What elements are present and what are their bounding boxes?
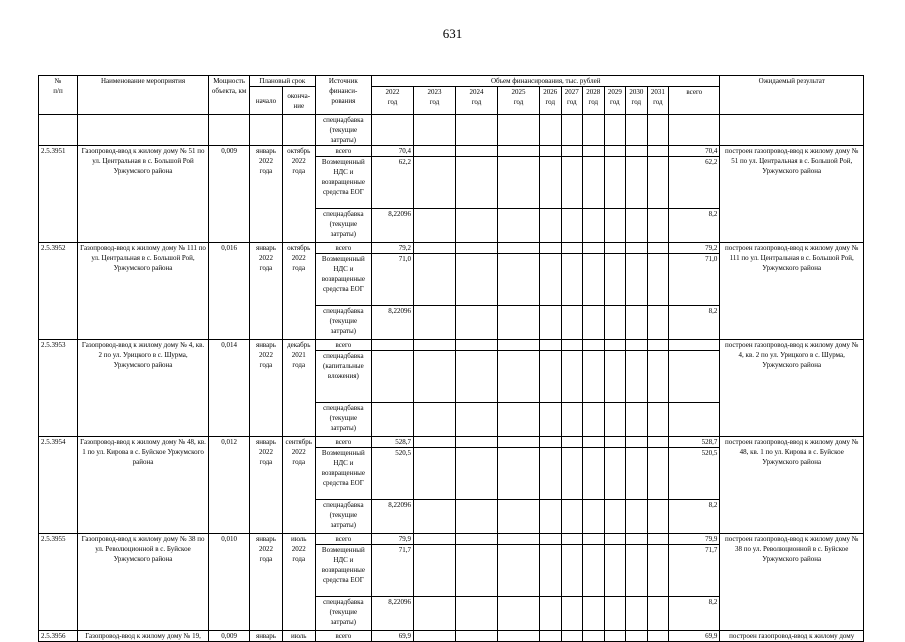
cell-value — [498, 146, 540, 157]
cell-value — [414, 545, 456, 597]
cell-result: построен газопровод-ввод к жилому дому № 38 по ул. Революционной в с. Буйское Уржумского района — [720, 534, 864, 631]
cell-value — [414, 403, 456, 437]
cell-source: всего — [315, 146, 371, 157]
cell-result: построен газопровод-ввод к жилому дому № 4, кв. 2 по ул. Урицкого в с. Шурма, Уржумского района — [720, 340, 864, 437]
cell-value-total: 70,4 — [669, 146, 720, 157]
cell-value — [604, 448, 626, 500]
cell-value — [540, 534, 562, 545]
cell-value — [583, 403, 605, 437]
header-year: 2031 год — [647, 87, 669, 115]
cell-num: 2.5.3954 — [39, 437, 78, 534]
cell-value — [456, 545, 498, 597]
cell-value — [456, 351, 498, 403]
cell-value — [456, 437, 498, 448]
cell-value — [540, 403, 562, 437]
cell-value — [583, 209, 605, 243]
cell-power: 0,009 — [209, 146, 250, 243]
cell-value — [498, 340, 540, 351]
cell-value — [456, 340, 498, 351]
cell-value — [604, 545, 626, 597]
cell-value — [647, 340, 669, 351]
cell-value-2022: 528,7 — [372, 437, 414, 448]
cell-value — [561, 243, 583, 254]
cell-value — [626, 403, 648, 437]
cell-value — [604, 254, 626, 306]
cell-value — [604, 115, 626, 146]
cell-value — [604, 209, 626, 243]
cell-value — [626, 448, 648, 500]
header-year: 2029 год — [604, 87, 626, 115]
cell-value — [604, 534, 626, 545]
cell-value-total: 79,2 — [669, 243, 720, 254]
cell-value — [540, 146, 562, 157]
cell-value — [583, 306, 605, 340]
cell-source: спецнадбавка (текущие затраты) — [315, 597, 371, 631]
cell-value-2022: 8,22096 — [372, 209, 414, 243]
cell-value — [414, 351, 456, 403]
header-year: 2027 год — [561, 87, 583, 115]
cell-value — [583, 545, 605, 597]
cell-value-2022: 71,7 — [372, 545, 414, 597]
header-year: 2028 год — [583, 87, 605, 115]
cell-value-total: 71,7 — [669, 545, 720, 597]
cell-start: январь 2022 года — [250, 534, 283, 631]
cell-end — [282, 115, 315, 146]
header-year: всего — [669, 87, 720, 115]
cell-value-2022: 62,2 — [372, 157, 414, 209]
cell-value — [540, 340, 562, 351]
cell-source: всего — [315, 437, 371, 448]
cell-value — [583, 340, 605, 351]
header-period: Плановый срок — [250, 76, 316, 87]
cell-value-2022: 79,9 — [372, 534, 414, 545]
cell-value-total: 69,9 — [669, 631, 720, 642]
cell-name: Газопровод-ввод к жилому дому № 48, кв. 1 по ул. Кирова в с. Буйское Уржумского района — [77, 437, 208, 534]
cell-value — [414, 243, 456, 254]
cell-value — [414, 157, 456, 209]
cell-end: октябрь 2022 года — [282, 243, 315, 340]
header-start: начало — [250, 87, 283, 115]
cell-value — [583, 597, 605, 631]
cell-value-total: 8,2 — [669, 500, 720, 534]
cell-value-total — [669, 351, 720, 403]
header-source: Источник финанси-рования — [315, 76, 371, 115]
cell-value — [604, 403, 626, 437]
cell-name: Газопровод-ввод к жилому дому № 4, кв. 2 по ул. Урицкого в с. Шурма, Уржумского района — [77, 340, 208, 437]
header-result: Ожидаемый результат — [720, 76, 864, 115]
cell-name: Газопровод-ввод к жилому дому № 19, — [77, 631, 208, 642]
cell-value — [647, 146, 669, 157]
cell-start: январь 2022 года — [250, 437, 283, 534]
cell-value — [561, 545, 583, 597]
cell-value — [498, 157, 540, 209]
cell-source: Возмещенный НДС и возвращенные средства ЕОГ — [315, 157, 371, 209]
cell-value — [498, 306, 540, 340]
cell-value — [604, 243, 626, 254]
cell-value — [583, 351, 605, 403]
cell-value — [626, 115, 648, 146]
header-year: 2024 год — [456, 87, 498, 115]
cell-end: июль — [282, 631, 315, 642]
cell-source: спецнадбавка (текущие затраты) — [315, 306, 371, 340]
cell-value-2022: 520,5 — [372, 448, 414, 500]
cell-value — [456, 243, 498, 254]
cell-value — [456, 115, 498, 146]
cell-value — [540, 306, 562, 340]
cell-value — [498, 437, 540, 448]
cell-value — [561, 306, 583, 340]
cell-source: спецнадбавка (текущие затраты) — [315, 115, 371, 146]
cell-num: 2.5.3956 — [39, 631, 78, 642]
cell-value — [647, 403, 669, 437]
cell-value-total — [669, 340, 720, 351]
header-year: 2023 год — [414, 87, 456, 115]
cell-value — [456, 448, 498, 500]
cell-start: январь 2022 года — [250, 340, 283, 437]
cell-power — [209, 115, 250, 146]
cell-value — [414, 437, 456, 448]
cell-num: 2.5.3953 — [39, 340, 78, 437]
cell-value — [626, 243, 648, 254]
cell-value — [498, 351, 540, 403]
cell-value — [626, 351, 648, 403]
table-row — [39, 115, 864, 146]
cell-value — [540, 157, 562, 209]
cell-value — [561, 534, 583, 545]
cell-value — [456, 534, 498, 545]
cell-value — [604, 351, 626, 403]
cell-value-total: 79,9 — [669, 534, 720, 545]
header-year: 2025 год — [498, 87, 540, 115]
cell-value — [561, 209, 583, 243]
cell-value — [561, 597, 583, 631]
cell-value — [647, 254, 669, 306]
cell-value — [626, 340, 648, 351]
cell-value-2022: 71,0 — [372, 254, 414, 306]
cell-value — [498, 254, 540, 306]
table-row — [39, 340, 864, 351]
cell-value — [540, 597, 562, 631]
cell-value — [583, 157, 605, 209]
cell-value — [414, 146, 456, 157]
cell-start — [250, 115, 283, 146]
table-row — [39, 243, 864, 254]
cell-value-2022 — [372, 340, 414, 351]
cell-start: январь — [250, 631, 283, 642]
cell-value — [604, 340, 626, 351]
cell-value — [626, 545, 648, 597]
cell-value — [583, 243, 605, 254]
cell-value — [561, 500, 583, 534]
cell-source: Возмещенный НДС и возвращенные средства ЕОГ — [315, 545, 371, 597]
cell-value — [626, 254, 648, 306]
cell-value — [498, 115, 540, 146]
cell-result — [720, 115, 864, 146]
cell-name: Газопровод-ввод к жилому дому № 51 по ул. Центральная в с. Большой Рой Уржумского района — [77, 146, 208, 243]
cell-source: Возмещенный НДС и возвращенные средства ЕОГ — [315, 254, 371, 306]
cell-value — [604, 500, 626, 534]
cell-value — [561, 403, 583, 437]
cell-value — [647, 597, 669, 631]
cell-result: построен газопровод-ввод к жилому дому — [720, 631, 864, 642]
cell-power: 0,009 — [209, 631, 250, 642]
cell-value — [372, 115, 414, 146]
page-number: 631 — [442, 26, 463, 41]
cell-value-2022: 8,22096 — [372, 500, 414, 534]
cell-value-2022: 69,9 — [372, 631, 414, 642]
cell-value — [414, 534, 456, 545]
cell-name: Газопровод-ввод к жилому дому № 111 по ул. Центральная в с. Большой Рой, Уржумского района — [77, 243, 208, 340]
cell-value-total: 62,2 — [669, 157, 720, 209]
cell-value — [540, 115, 562, 146]
header-name: Наименование мероприятия — [77, 76, 208, 115]
cell-value — [583, 115, 605, 146]
cell-value — [414, 209, 456, 243]
cell-start: январь 2022 года — [250, 243, 283, 340]
cell-source: спецнадбавка (капитальные вложения) — [315, 351, 371, 403]
cell-value — [604, 597, 626, 631]
cell-num: 2.5.3952 — [39, 243, 78, 340]
header-end: оконча-ние — [282, 87, 315, 115]
cell-value — [647, 500, 669, 534]
cell-end: июль 2022 года — [282, 534, 315, 631]
cell-value — [498, 545, 540, 597]
cell-num — [39, 115, 78, 146]
cell-source: спецнадбавка (текущие затраты) — [315, 403, 371, 437]
header-power: Мощность объекта, км — [209, 76, 250, 115]
cell-power: 0,010 — [209, 534, 250, 631]
cell-value-2022: 8,22096 — [372, 597, 414, 631]
cell-value — [414, 500, 456, 534]
table-row — [39, 437, 864, 448]
cell-value — [498, 500, 540, 534]
cell-value — [498, 209, 540, 243]
table-row — [39, 146, 864, 157]
cell-value — [626, 500, 648, 534]
cell-value — [498, 597, 540, 631]
cell-value — [561, 254, 583, 306]
cell-value — [561, 157, 583, 209]
cell-value — [414, 115, 456, 146]
cell-value — [414, 597, 456, 631]
cell-value — [647, 243, 669, 254]
header-num: № п/п — [39, 76, 78, 115]
cell-value — [626, 534, 648, 545]
cell-value — [626, 146, 648, 157]
cell-value — [604, 306, 626, 340]
cell-start: январь 2022 года — [250, 146, 283, 243]
cell-value — [456, 146, 498, 157]
cell-value — [583, 500, 605, 534]
cell-value — [647, 437, 669, 448]
cell-value — [647, 351, 669, 403]
cell-source: всего — [315, 340, 371, 351]
cell-value — [540, 448, 562, 500]
cell-value — [498, 448, 540, 500]
cell-value — [604, 437, 626, 448]
cell-value — [561, 115, 583, 146]
cell-value — [626, 209, 648, 243]
cell-value — [414, 340, 456, 351]
cell-source: всего — [315, 243, 371, 254]
cell-value-total: 8,2 — [669, 306, 720, 340]
cell-value-total: 71,0 — [669, 254, 720, 306]
cell-value-total: 8,2 — [669, 209, 720, 243]
cell-name: Газопровод-ввод к жилому дому № 38 по ул. Революционной в с. Буйское Уржумского района — [77, 534, 208, 631]
cell-power: 0,016 — [209, 243, 250, 340]
cell-value-2022: 8,22096 — [372, 306, 414, 340]
cell-end: сентябрь 2022 года — [282, 437, 315, 534]
cell-result: построен газопровод-ввод к жилому дому № 111 по ул. Центральная в с. Большой Рой, Уржумского района — [720, 243, 864, 340]
cell-power: 0,014 — [209, 340, 250, 437]
cell-value-total: 528,7 — [669, 437, 720, 448]
cell-value — [583, 254, 605, 306]
cell-value — [561, 146, 583, 157]
cell-value — [583, 146, 605, 157]
cell-value — [647, 157, 669, 209]
cell-value — [647, 545, 669, 597]
cell-value — [414, 306, 456, 340]
cell-value — [647, 115, 669, 146]
cell-value — [456, 209, 498, 243]
cell-value — [561, 448, 583, 500]
cell-value — [498, 403, 540, 437]
cell-value-total — [669, 403, 720, 437]
cell-value — [540, 437, 562, 448]
cell-value — [456, 597, 498, 631]
cell-value — [498, 243, 540, 254]
cell-num: 2.5.3951 — [39, 146, 78, 243]
cell-result: построен газопровод-ввод к жилому дому № 51 по ул. Центральная в с. Большой Рой, Уржумского района — [720, 146, 864, 243]
cell-value — [604, 157, 626, 209]
cell-value — [456, 157, 498, 209]
cell-value — [583, 437, 605, 448]
table-row — [39, 534, 864, 545]
header-year: 2026 год — [540, 87, 562, 115]
cell-value — [456, 500, 498, 534]
cell-end: декабрь 2021 года — [282, 340, 315, 437]
cell-power: 0,012 — [209, 437, 250, 534]
cell-value-2022 — [372, 351, 414, 403]
cell-value — [583, 448, 605, 500]
cell-value — [540, 254, 562, 306]
cell-source: всего — [315, 631, 371, 642]
cell-source: спецнадбавка (текущие затраты) — [315, 500, 371, 534]
header-year: 2022 год — [372, 87, 414, 115]
cell-value-2022 — [372, 403, 414, 437]
cell-value — [540, 545, 562, 597]
financing-table — [38, 75, 864, 642]
cell-value — [561, 340, 583, 351]
cell-value-total: 520,5 — [669, 448, 720, 500]
cell-value — [456, 403, 498, 437]
cell-value-2022: 79,2 — [372, 243, 414, 254]
cell-value — [540, 243, 562, 254]
cell-value — [626, 306, 648, 340]
cell-value — [540, 500, 562, 534]
cell-num: 2.5.3955 — [39, 534, 78, 631]
cell-value — [647, 448, 669, 500]
cell-value — [604, 146, 626, 157]
cell-value — [626, 437, 648, 448]
cell-value — [498, 534, 540, 545]
cell-source: всего — [315, 534, 371, 545]
cell-value — [456, 254, 498, 306]
cell-value — [626, 597, 648, 631]
header-year: 2030 год — [626, 87, 648, 115]
cell-value — [561, 351, 583, 403]
cell-value — [583, 534, 605, 545]
cell-value — [540, 351, 562, 403]
cell-value — [456, 306, 498, 340]
cell-value — [647, 534, 669, 545]
cell-source: Возмещенный НДС и возвращенные средства ЕОГ — [315, 448, 371, 500]
cell-value-2022: 70,4 — [372, 146, 414, 157]
cell-value — [669, 115, 720, 146]
cell-value-total: 8,2 — [669, 597, 720, 631]
header-volume: Объем финансирования, тыс. рублей — [372, 76, 720, 87]
cell-source: спецнадбавка (текущие затраты) — [315, 209, 371, 243]
cell-value — [561, 437, 583, 448]
cell-value — [414, 254, 456, 306]
cell-value — [626, 157, 648, 209]
cell-value — [540, 209, 562, 243]
cell-value — [647, 306, 669, 340]
cell-value — [647, 209, 669, 243]
cell-value — [414, 448, 456, 500]
cell-name — [77, 115, 208, 146]
cell-result: построен газопровод-ввод к жилому дому № 48, кв. 1 по ул. Кирова в с. Буйское Уржумского района — [720, 437, 864, 534]
cell-end: октябрь 2022 года — [282, 146, 315, 243]
